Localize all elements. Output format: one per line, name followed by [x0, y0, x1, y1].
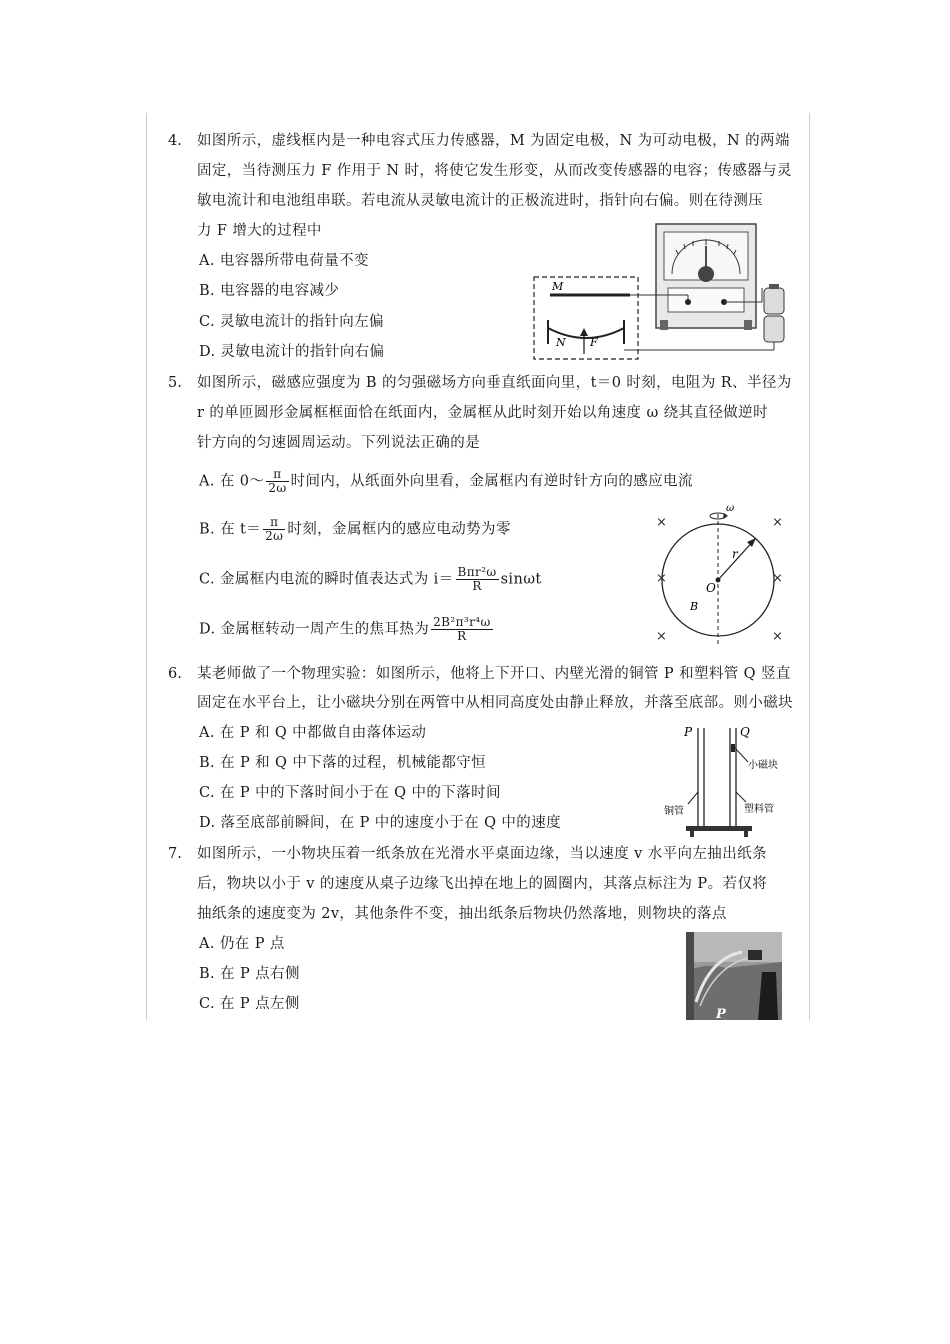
- fraction-denominator: R: [472, 579, 482, 593]
- label-o: O: [706, 581, 716, 595]
- label-p: P: [684, 725, 693, 739]
- question-text-line: 针方向的匀速圆周运动。下列说法正确的是: [197, 435, 481, 451]
- table-photo-figure: [686, 932, 782, 1020]
- question-text-line: 固定，当待测压力 F 作用于 N 时，将使它发生形变，从而改变传感器的电容；传感器与灵: [197, 163, 792, 179]
- fraction-numerator: Bπr²ω: [457, 565, 497, 579]
- fraction-numerator: π: [263, 516, 285, 530]
- question-text-line: r 的单匝圆形金属框框面恰在纸面内，金属框从此时刻开始以角速度 ω 绕其直径做逆时: [197, 405, 768, 421]
- question-text-line: 敏电流计和电池组串联。若电流从灵敏电流计的正极流进时，指针向右偏。则在待测压: [197, 193, 764, 209]
- label-m: M: [552, 280, 564, 293]
- option-b: B. 在 P 点右侧: [199, 966, 300, 982]
- fraction: [456, 566, 499, 593]
- question-number: 6.: [168, 666, 182, 682]
- fraction: [431, 616, 493, 643]
- option-c: C. 在 P 点左侧: [199, 996, 300, 1012]
- fraction-numerator: 2B²π³r⁴ω: [433, 615, 491, 629]
- label-p: P: [716, 1007, 726, 1020]
- field-cross: ×: [772, 571, 783, 586]
- option-d-prefix: D. 金属框转动一周产生的焦耳热为: [199, 621, 430, 638]
- option-a: A. 仍在 P 点: [199, 936, 285, 952]
- option-c: C. 在 P 中的下落时间小于在 Q 中的下落时间: [199, 785, 501, 801]
- fraction-denominator: 2ω: [265, 529, 284, 543]
- page-right-border: [809, 113, 810, 1020]
- fraction-numerator: π: [266, 468, 288, 482]
- option-c-suffix: sinωt: [500, 571, 542, 588]
- capacitor-sensor-figure: [530, 222, 792, 362]
- field-cross: ×: [656, 571, 667, 586]
- option-a: [199, 468, 693, 495]
- option-b: [199, 516, 511, 543]
- label-r: r: [732, 547, 738, 561]
- option-d: D. 灵敏电流计的指针向右偏: [199, 344, 385, 360]
- fraction: [263, 516, 285, 543]
- question-text-line: 后，物块以小于 v 的速度从桌子边缘飞出掉在地上的圆圈内，其落点标注为 P。若仅将: [197, 876, 768, 892]
- question-number: 4.: [168, 133, 182, 149]
- field-cross: ×: [772, 515, 783, 530]
- label-omega: ω: [726, 503, 735, 514]
- label-plastic-tube: 塑料管: [744, 804, 774, 815]
- option-d: [199, 616, 495, 643]
- fraction-denominator: 2ω: [268, 481, 287, 495]
- label-small-magnet: 小磁块: [748, 760, 778, 771]
- question-text-line: 如图所示，虚线框内是一种电容式压力传感器，M 为固定电极，N 为可动电极，N 的两端: [197, 133, 790, 149]
- field-cross: ×: [656, 629, 667, 644]
- option-b-prefix: B. 在 t＝: [199, 521, 262, 538]
- option-a: A. 在 P 和 Q 中都做自由落体运动: [199, 725, 427, 741]
- option-b: B. 在 P 和 Q 中下落的过程，机械能都守恒: [199, 755, 487, 771]
- option-a-prefix: A. 在 0～: [199, 473, 265, 490]
- page-left-border: [146, 113, 147, 1020]
- option-b: B. 电容器的电容减少: [199, 283, 340, 299]
- question-text-line: 某老师做了一个物理实验：如图所示，他将上下开口、内壁光滑的铜管 P 和塑料管 Q 竖直: [197, 666, 791, 682]
- option-c: C. 灵敏电流计的指针向左偏: [199, 314, 384, 330]
- label-f: F: [590, 336, 598, 349]
- option-a: A. 电容器所带电荷量不变: [199, 253, 369, 269]
- fraction-denominator: R: [457, 629, 467, 643]
- question-text-line: 如图所示，磁感应强度为 B 的匀强磁场方向垂直纸面向里，t＝0 时刻，电阻为 R、半径为: [197, 375, 792, 391]
- option-c: [199, 566, 542, 593]
- option-a-suffix: 时间内，从纸面外向里看，金属框内有逆时针方向的感应电流: [290, 473, 693, 490]
- label-b: B: [690, 600, 699, 613]
- fraction: [266, 468, 288, 495]
- label-copper-tube: 铜管: [664, 806, 684, 817]
- question-number: 7.: [168, 846, 182, 862]
- rotating-loop-figure: [650, 500, 790, 650]
- label-q: Q: [740, 725, 750, 739]
- question-text-line: 如图所示，一小物块压着一纸条放在光滑水平桌面边缘，当以速度 v 水平向左抽出纸条: [197, 846, 767, 862]
- option-c-prefix: C. 金属框内电流的瞬时值表达式为 i＝: [199, 571, 454, 588]
- tubes-figure: [662, 722, 792, 840]
- field-cross: ×: [772, 629, 783, 644]
- question-text-line: 力 F 增大的过程中: [197, 223, 322, 239]
- field-cross: ×: [656, 515, 667, 530]
- question-text-line: 固定在水平台上，让小磁块分别在两管中从相同高度处由静止释放，并落至底部。则小磁块: [197, 695, 793, 711]
- label-n: N: [556, 336, 566, 349]
- option-b-suffix: 时刻，金属框内的感应电动势为零: [287, 521, 511, 538]
- option-d: D. 落至底部前瞬间，在 P 中的速度小于在 Q 中的速度: [199, 815, 562, 831]
- question-number: 5.: [168, 375, 182, 391]
- question-text-line: 抽纸条的速度变为 2v，其他条件不变，抽出纸条后物块仍然落地，则物块的落点: [197, 906, 727, 922]
